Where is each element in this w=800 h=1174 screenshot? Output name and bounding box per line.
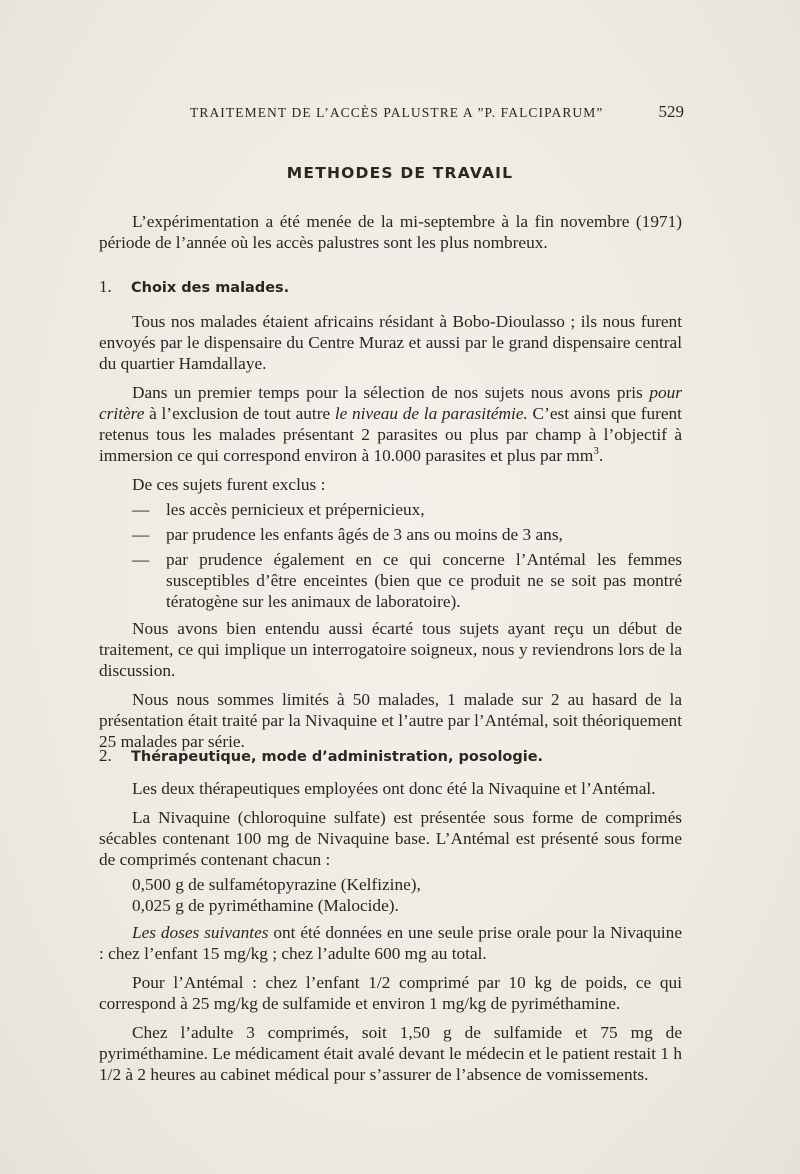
dash-marker: —: [132, 525, 150, 544]
section-2-paragraph-1: Les deux thérapeutiques employées ont donc été la Nivaquine et l’Antémal.: [132, 779, 656, 798]
section-1-number: 1.: [99, 277, 112, 296]
section-1-paragraph-3: De ces sujets furent exclus :: [132, 475, 326, 494]
section-2-paragraph-5: Chez l’adulte 3 comprimés, soit 1,50 g de sulfamide et 75 mg de pyriméthamine. Le médicament était avalé devant le médecin et le patient restait 1 h 1/2 à 2 heures au cabinet médical pour s’assurer de l’absence de vomissements.: [99, 1023, 682, 1084]
section-1-paragraph-5: Nous nous sommes limités à 50 malades, 1 malade sur 2 au hasard de la présentation était traité par la Nivaquine et l’autre par l’Antémal, soit théoriquement 25 malades par série.: [99, 690, 682, 751]
dash-marker: —: [132, 500, 150, 519]
section-1-paragraph-4: Nous avons bien entendu aussi écarté tous sujets ayant reçu un début de traitement, ce qui implique un interrogatoire soigneux, nous y reviendrons lors de la discussion.: [99, 619, 682, 680]
section-1-paragraph-1: Tous nos malades étaient africains résidant à Bobo-Dioulasso ; ils nous furent envoyés par le dispensaire du Centre Muraz et aussi par le grand dispensaire central du quartier Hamdallaye.: [99, 312, 682, 373]
dose-line-1: 0,500 g de sulfamétopyrazine (Kelfizine),: [132, 875, 421, 894]
intro-paragraph: L’expérimentation a été menée de la mi-septembre à la fin novembre (1971) période de l’année où les accès palustres sont les plus nombreux.: [99, 212, 682, 252]
dash-marker: —: [132, 550, 150, 569]
dose-line-2: 0,025 g de pyriméthamine (Malocide).: [132, 896, 399, 915]
exclusion-list: [99, 499, 682, 612]
section-2-heading: [99, 745, 682, 768]
running-head: [190, 102, 684, 122]
section-1-paragraph-2: Dans un premier temps pour la sélection de nos sujets nous avons pris pour critère à l’exclusion de tout autre le niveau de la parasitémie. C’est ainsi que furent retenus tous les malades présentant 2 parasites ou plus par champ à l’objectif à immersion ce qui correspond environ à 10.000 parasites et plus par $mm^3$.: [99, 383, 682, 465]
section-1-heading-text: Choix des malades.: [131, 280, 290, 296]
section-2: [99, 745, 682, 1093]
section-title: METHODES DE TRAVAIL: [286, 164, 514, 182]
running-title: TRAITEMENT DE L’ACCÈS PALUSTRE A ”P. FALCIPARUM”: [190, 105, 604, 120]
list-item: — les accès pernicieux et prépernicieux,: [99, 499, 682, 520]
section-1-heading: [99, 276, 682, 299]
section-2-heading-text: Thérapeutique, mode d’administration, posologie.: [131, 749, 544, 765]
section-2-paragraph-3: Les doses suivantes ont été données en une seule prise orale pour la Nivaquine : chez l’enfant 15 mg/kg ; chez l’adulte 600 mg au total.: [99, 923, 682, 963]
section-1: [99, 276, 682, 760]
list-item: — par prudence les enfants âgés de 3 ans ou moins de 3 ans,: [99, 524, 682, 545]
list-item: — par prudence également en ce qui concerne l’Antémal les femmes susceptibles d’être enceintes (bien que ce produit ne se soit pas montré tératogène sur les animaux de laboratoire).: [99, 549, 682, 612]
section-2-number: 2.: [99, 746, 112, 765]
intro-block: [99, 211, 682, 261]
page-number: 529: [658, 102, 684, 121]
section-2-paragraph-4: Pour l’Antémal : chez l’enfant 1/2 comprimé par 10 kg de poids, ce qui correspond à 25 mg/kg de sulfamide et environ 1 mg/kg de pyriméthamine.: [99, 973, 682, 1013]
section-2-paragraph-2: La Nivaquine (chloroquine sulfate) est présentée sous forme de comprimés sécables contenant 100 mg de Nivaquine base. L’Antémal est présenté sous forme de comprimés contenant chacun :: [99, 808, 682, 869]
